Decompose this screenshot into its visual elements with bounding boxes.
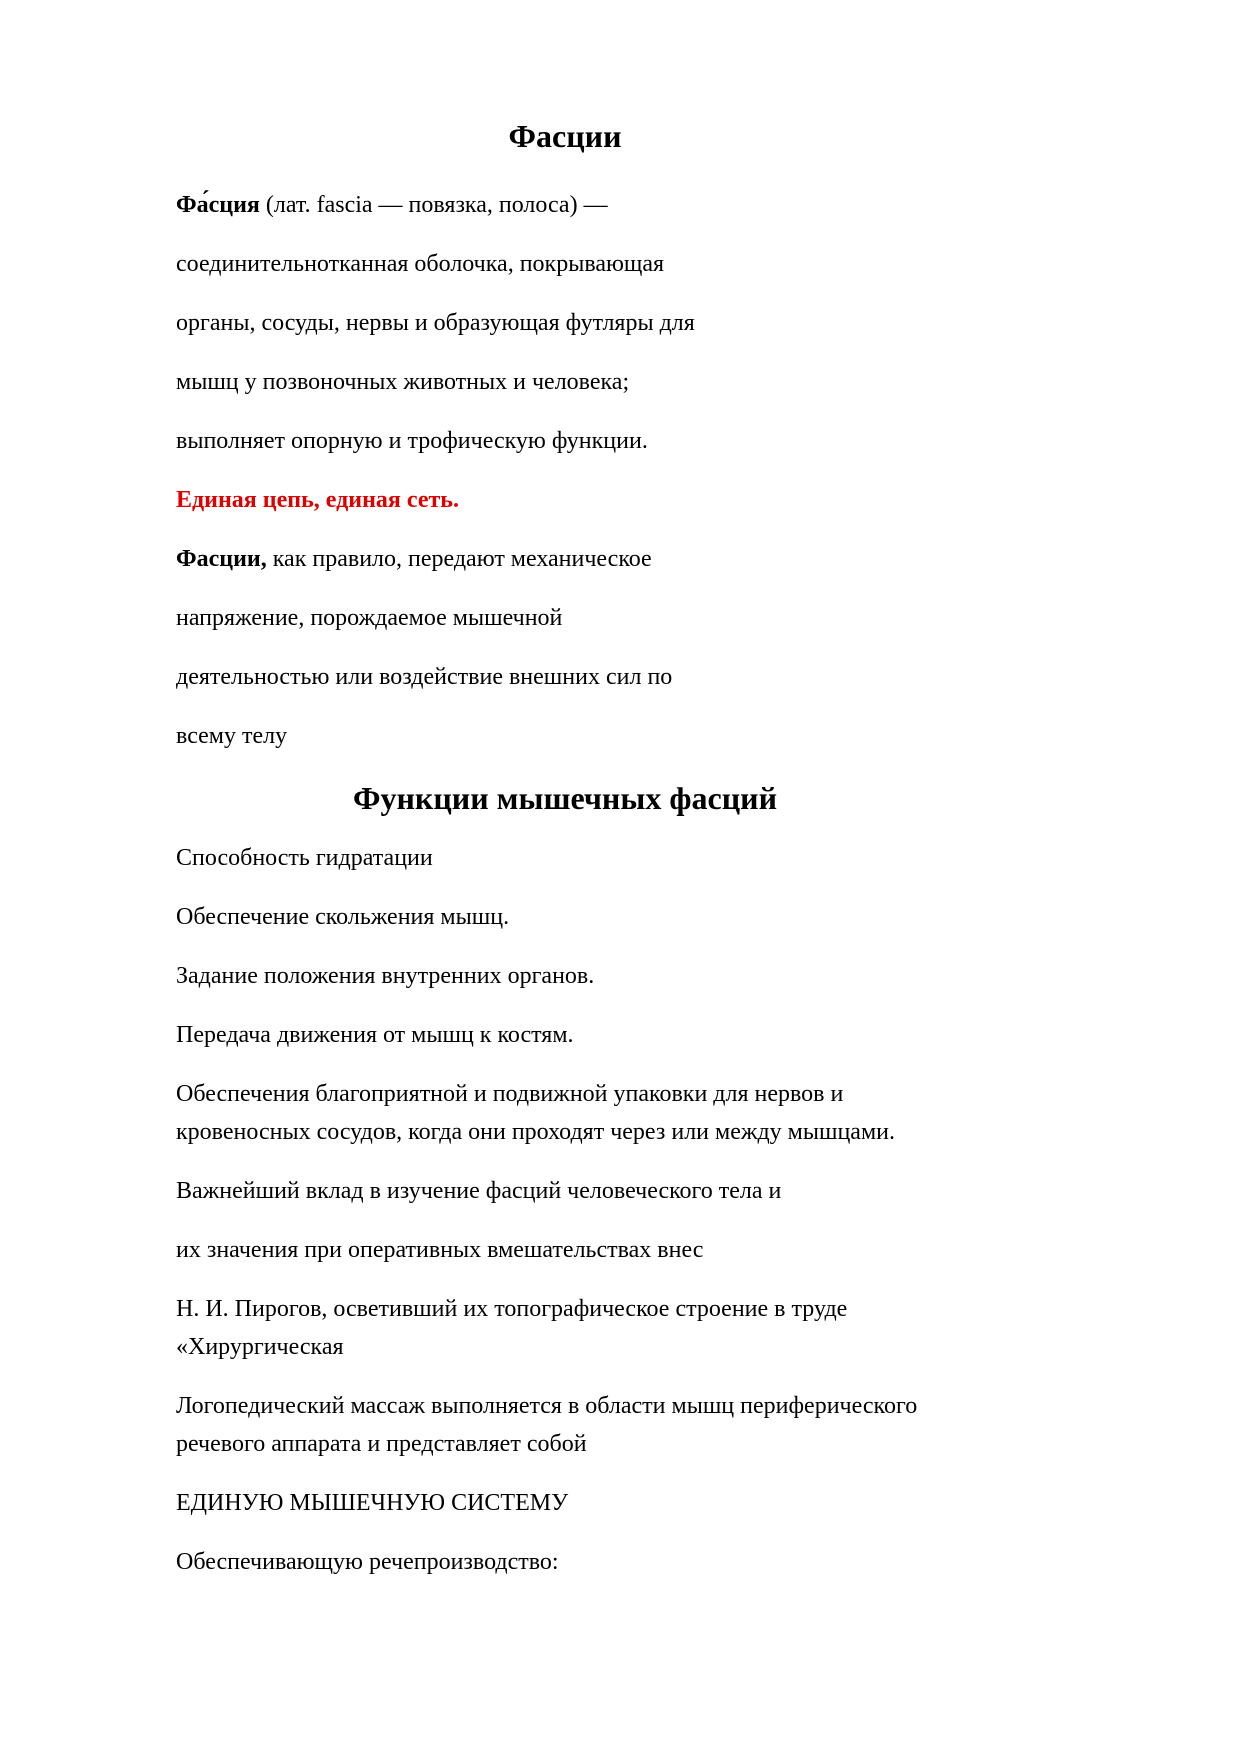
section-subtitle: Функции мышечных фасций <box>353 780 777 816</box>
definition-line-5: выполняет опорную и трофическую функции. <box>176 428 648 454</box>
fascia-text: как правило, передают механическое <box>266 546 652 572</box>
fascia-line-2: напряжение, порождаемое мышечной <box>176 605 563 631</box>
definition-line-2: соединительнотканная оболочка, покрывающая <box>176 251 665 277</box>
function-line: «Хирургическая <box>176 1334 344 1360</box>
function-line: их значения при оперативных вмешательствах внес <box>176 1237 704 1263</box>
highlight-text: Единая цепь, единая сеть. <box>176 487 459 513</box>
function-line: Обеспечение скольжения мышц. <box>176 904 510 930</box>
function-line: Обеспечивающую речепроизводство: <box>176 1549 559 1575</box>
fascia-line-4: всему телу <box>176 723 288 749</box>
function-line: Логопедический массаж выполняется в области мышц периферического <box>176 1393 918 1419</box>
function-line: Передача движения от мышц к костям. <box>176 1022 574 1048</box>
function-line: Важнейший вклад в изучение фасций человеческого тела и <box>176 1178 782 1204</box>
function-line: ЕДИНУЮ МЫШЕЧНУЮ СИСТЕМУ <box>176 1490 569 1516</box>
fascia-line-1 <box>176 544 652 574</box>
definition-text: (лат. fascia — повязка, полоса) — <box>259 192 608 218</box>
page-title: Фасции <box>508 118 622 154</box>
function-line: Способность гидратации <box>176 845 433 871</box>
definition-line-3: органы, сосуды, нервы и образующая футляры для <box>176 310 695 336</box>
function-line: кровеносных сосудов, когда они проходят через или между мышцами. <box>176 1119 895 1145</box>
definition-line-1 <box>176 190 608 220</box>
function-line: Обеспечения благоприятной и подвижной упаковки для нервов и <box>176 1081 844 1107</box>
definition-line-4: мышц у позвоночных животных и человека; <box>176 369 630 395</box>
function-line: речевого аппарата и представляет собой <box>176 1431 587 1457</box>
definition-term: Фа́сция <box>176 192 260 218</box>
function-line: Задание положения внутренних органов. <box>176 963 595 989</box>
fascia-line-3: деятельностью или воздействие внешних сил по <box>176 664 673 690</box>
fascia-term: Фасции, <box>176 546 267 572</box>
function-line: Н. И. Пирогов, осветивший их топографическое строение в труде <box>176 1296 848 1322</box>
